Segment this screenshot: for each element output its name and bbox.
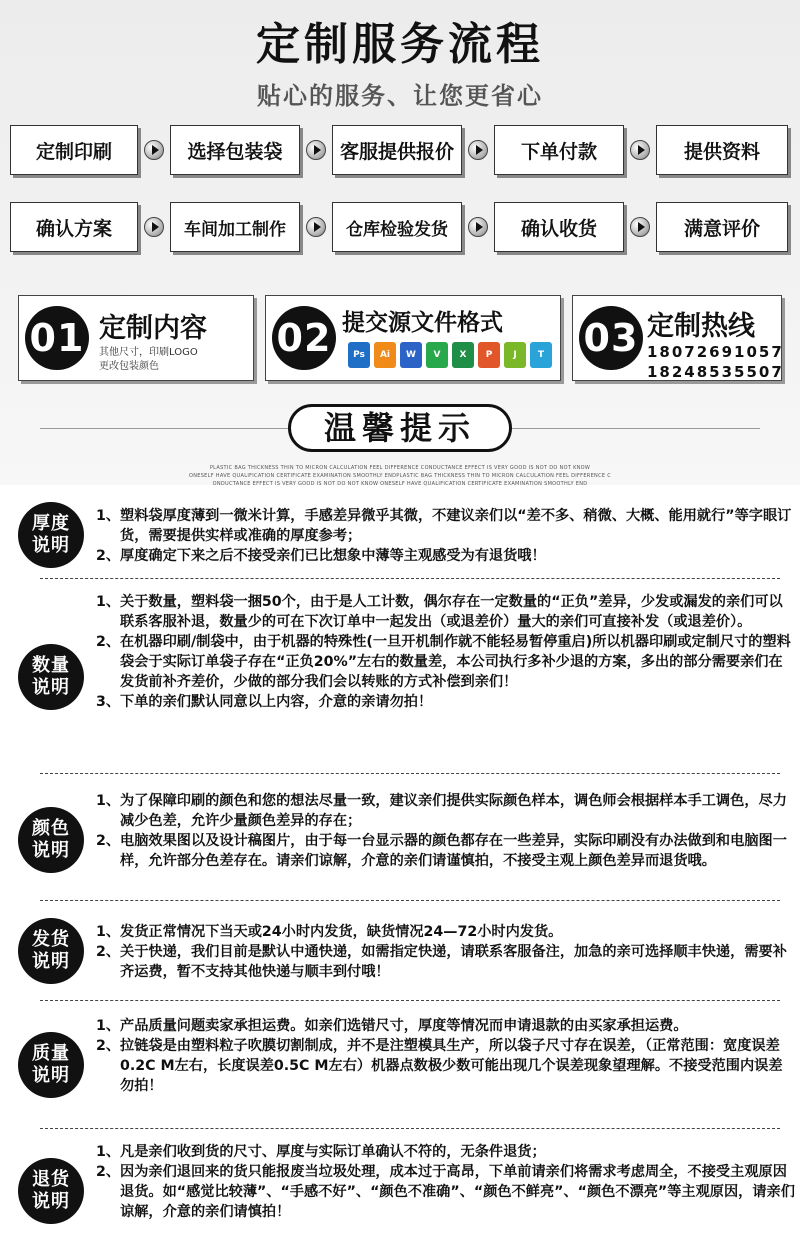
card-title: 提交源文件格式	[342, 310, 503, 336]
dashed-divider	[40, 773, 780, 774]
dashed-divider	[40, 578, 780, 579]
dashed-divider	[40, 900, 780, 901]
step-ship: 仓库检验发货	[332, 202, 462, 252]
section-text: 1、关于数量，塑料袋一捆50个，由于是人工计数，偶尔存在一定数量的“正负”差异，少发或漏发的亲们可以联系客服补退，数量少的可在下次订单中一起发出（或退差价）量大的亲们可直接补发（或退差价）。 2、在机器印刷/制袋中，由于机器的特殊性(一旦开机制作就不能轻易暂停重启)所以机器印刷或定制尺寸的塑料袋会于实际订单袋子存在“正负20%”左右的数量差，本公司执行多补少退的方案，多出的部分需要亲们在发货前补齐差价，少做的部分我们会以转账的方式补偿到亲们！ 3、下单的亲们默认同意以上内容，介意的亲请勿拍！	[96, 594, 791, 710]
illustrator-file-icon: Ai	[374, 342, 396, 368]
phone-numbers	[647, 342, 784, 382]
card-title: 定制内容	[99, 313, 207, 344]
step-quote: 客服提供报价	[332, 125, 462, 175]
section-text: 1、为了保障印刷的颜色和您的想法尽量一致，建议亲们提供实际颜色样本，调色师会根据样本手工调色，尽力减少色差，允许少量颜色差异的存在； 2、电脑效果图以及设计稿图片，由于每一台显示器的颜色都存在一些差异，实际印刷没有办法做到和电脑图一样，允许部分色差存在。请亲们谅解，介意的亲们请谨慎拍，不接受主观上颜色差异而退货哦。	[96, 793, 787, 869]
section-badge: 退货 说明	[18, 1158, 84, 1224]
section-text: 1、发货正常情况下当天或24小时内发货，缺货情况24—72小时内发货。 2、关于快递，我们目前是默认中通快递，如需指定快递，请联系客服备注，加急的亲可选择顺丰快递，需要补齐运费，暂不支持其他快递与顺丰到付哦！	[96, 924, 787, 980]
card-custom-content	[18, 295, 254, 381]
section-badge: 数量 说明	[18, 644, 84, 710]
arrow-right-icon	[306, 217, 326, 237]
card-number: 02	[272, 306, 336, 370]
arrow-right-icon	[144, 140, 164, 160]
section-badge: 发货 说明	[18, 918, 84, 984]
arrow-right-icon	[306, 140, 326, 160]
arrow-right-icon	[144, 217, 164, 237]
section-badge: 质量 说明	[18, 1032, 84, 1098]
section-badge: 颜色 说明	[18, 807, 84, 873]
step-receive: 确认收货	[494, 202, 624, 252]
excel-file-icon: X	[452, 342, 474, 368]
section-text: 1、塑料袋厚度薄到一微米计算，手感差异微乎其微，不建议亲们以“差不多、稍微、大概、能用就行”等字眼订货，需要提供实样或准确的厚度参考； 2、厚度确定下来之后不接受亲们已比想象中薄等主观感受为有退货哦！	[96, 508, 792, 564]
card-hotline	[572, 295, 782, 381]
step-select-bag: 选择包装袋	[170, 125, 300, 175]
step-workshop: 车间加工制作	[170, 202, 300, 252]
page-title: 定制服务流程	[256, 19, 544, 70]
arrow-right-icon	[630, 140, 650, 160]
tiff-file-icon: T	[530, 342, 552, 368]
visio-file-icon: V	[426, 342, 448, 368]
section-text: 1、产品质量问题卖家承担运费。如亲们选错尺寸，厚度等情况而申请退款的由买家承担运费。 2、拉链袋是由塑料粒子吹膜切割制成，并不是注塑模具生产，所以袋子尺寸存在误差，（正常范围：宽度误差0.2C M左右，长度误差0.5C M左右）机器点数极少数可能出现几个误差现象望理解。不接受范围内误差勿拍！	[96, 1018, 783, 1094]
arrow-right-icon	[468, 140, 488, 160]
card-subtitle: 其他尺寸，印刷LOGO 更改包装颜色	[99, 347, 198, 372]
section-text: 1、凡是亲们收到货的尺寸、厚度与实际订单确认不符的，无条件退货； 2、因为亲们退回来的货只能报废当垃圾处理，成本过于高昂，下单前请亲们将需求考虑周全，不接受主观原因退货。如“感觉比较薄”、“手感不好”、“颜色不准确”、“颜色不鲜亮”、“颜色不漂亮”等主观原因，请亲们谅解，介意的亲们请慎拍！	[96, 1144, 795, 1220]
card-number: 01	[25, 306, 89, 370]
phone-number: 18248535507	[647, 363, 784, 381]
word-file-icon: W	[400, 342, 422, 368]
step-review: 满意评价	[656, 202, 788, 252]
arrow-right-icon	[630, 217, 650, 237]
step-custom-print: 定制印刷	[10, 125, 138, 175]
step-provide-info: 提供资料	[656, 125, 788, 175]
step-payment: 下单付款	[494, 125, 624, 175]
powerpoint-file-icon: P	[478, 342, 500, 368]
card-number: 03	[579, 306, 643, 370]
phone-number: 18072691057	[647, 343, 784, 361]
tips-title: 温馨提示	[288, 404, 512, 452]
dashed-divider	[40, 1128, 780, 1129]
section-badge: 厚度 说明	[18, 502, 84, 568]
image-file-icon: J	[504, 342, 526, 368]
photoshop-file-icon: Ps	[348, 342, 370, 368]
file-format-icons	[348, 342, 552, 368]
decorative-english-text: PLASTIC BAG THICKNESS THIN TO MICRON CALCULATION FEEL DIFFERENCE CONDUCTANCE EFFECT IS VERY GOOD IS NOT DO NOT KNOW ONESELF HAVE QUALIFICATION CERTIFICATE EXAMINATION SMOOTHLY ENDPLASTIC BAG THICKNESS THIN TO MICRON CALCULATION FEEL DIFFERENCE C ONDUCTANCE EFFECT IS VERY GOOD IS NOT DO NOT KNOW ONESELF HAVE QUALIFICATION CERTIFICATE EXAMINATION SMOOTHLY END	[188, 465, 612, 487]
step-confirm-plan: 确认方案	[10, 202, 138, 252]
card-file-formats	[265, 295, 561, 381]
page-subtitle: 贴心的服务、让您更省心	[257, 82, 543, 110]
arrow-right-icon	[468, 217, 488, 237]
dashed-divider	[40, 1000, 780, 1001]
card-title: 定制热线	[647, 311, 755, 342]
